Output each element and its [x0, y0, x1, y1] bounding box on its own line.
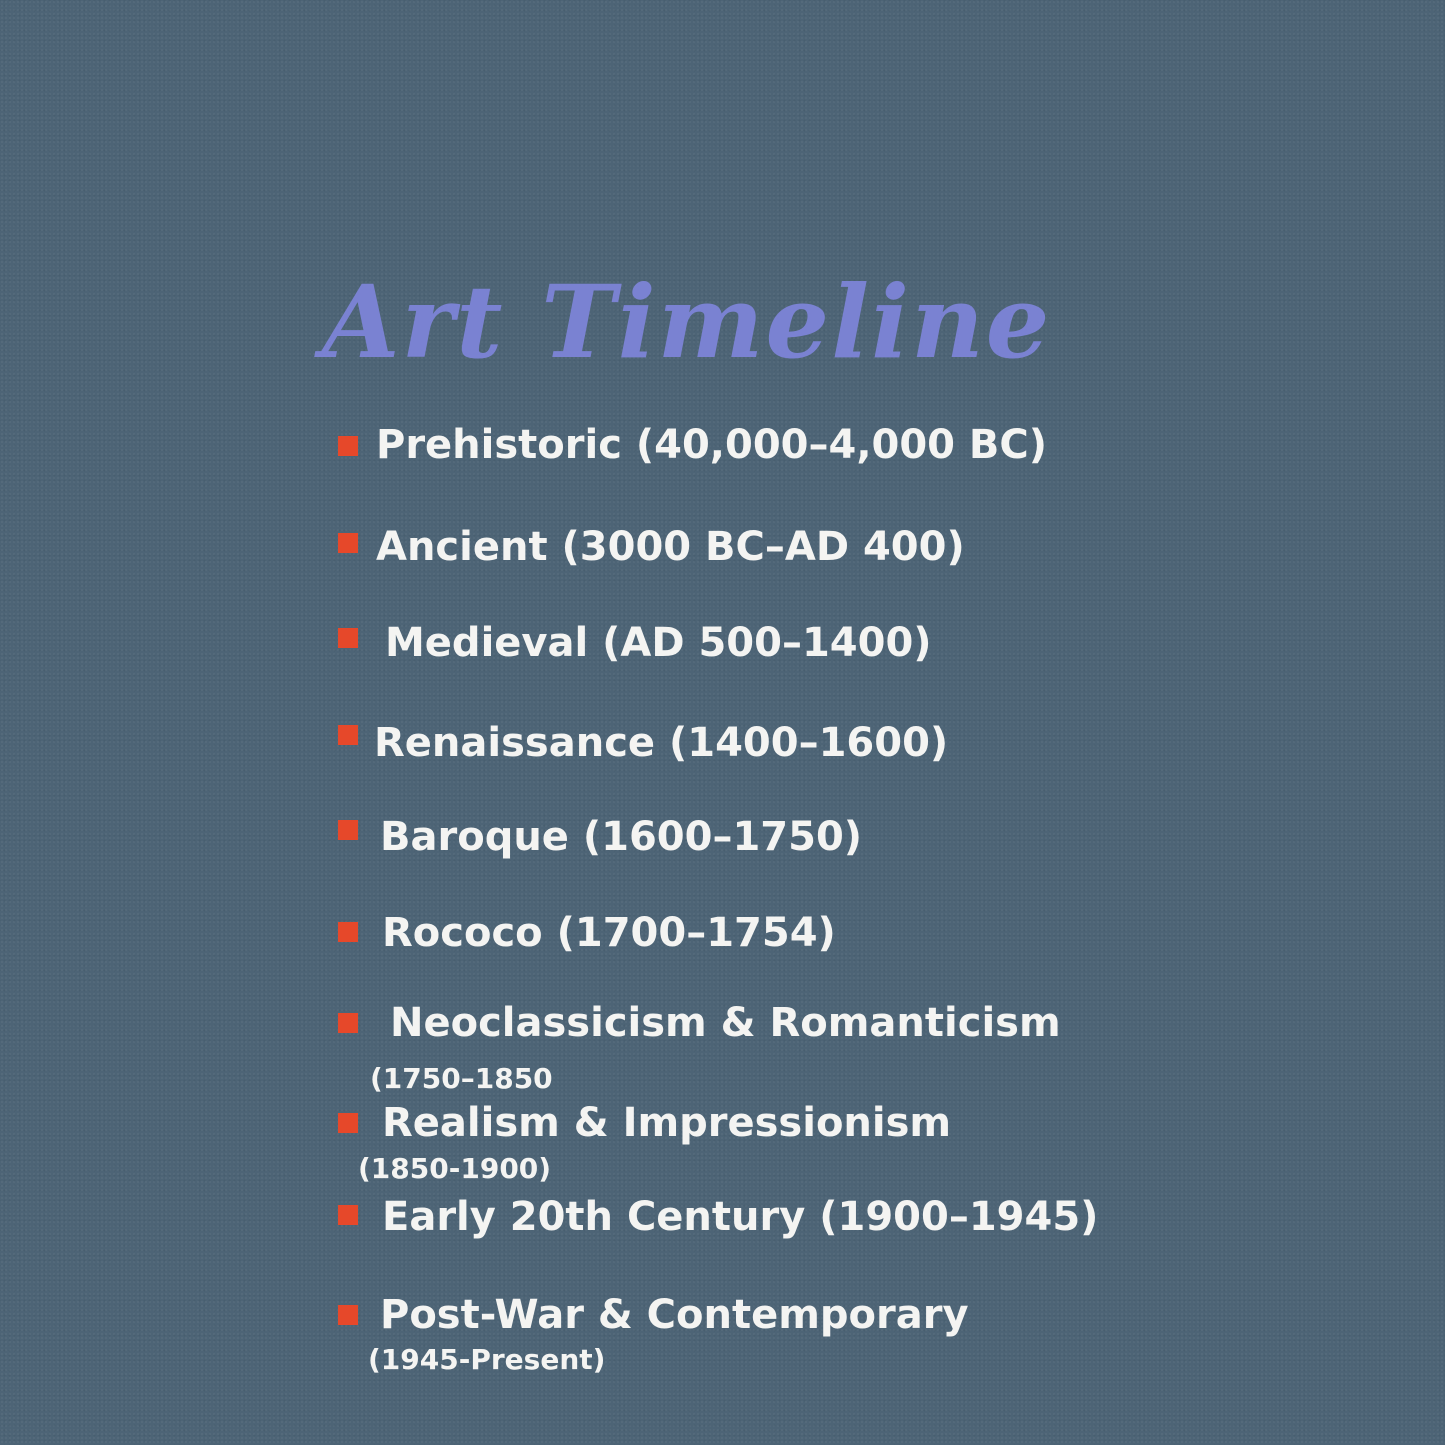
period-label: Rococo (1700–1754) [382, 910, 836, 956]
red-square-bullet-icon [338, 533, 358, 553]
red-square-bullet-icon [338, 820, 358, 840]
period-label: Neoclassicism & Romanticism [390, 1000, 1061, 1046]
period-dates: (1945-Present) [368, 1343, 606, 1376]
red-square-bullet-icon [338, 1013, 358, 1033]
red-square-bullet-icon [338, 922, 358, 942]
period-label: Baroque (1600–1750) [380, 814, 863, 860]
red-square-bullet-icon [338, 628, 358, 648]
period-label: Ancient (3000 BC–AD 400) [376, 524, 965, 570]
red-square-bullet-icon [338, 725, 358, 745]
red-square-bullet-icon [338, 1113, 358, 1133]
period-label: Renaissance (1400–1600) [374, 720, 949, 766]
period-dates: (1750–1850 [370, 1062, 553, 1095]
period-label: Post-War & Contemporary [380, 1292, 969, 1338]
period-label: Medieval (AD 500–1400) [385, 620, 932, 666]
period-label: Early 20th Century (1900–1945) [382, 1194, 1099, 1240]
period-dates: (1850-1900) [358, 1152, 552, 1185]
page-title: Art Timeline [322, 263, 1052, 381]
red-square-bullet-icon [338, 436, 358, 456]
period-label: Realism & Impressionism [382, 1100, 952, 1146]
red-square-bullet-icon [338, 1205, 358, 1225]
red-square-bullet-icon [338, 1305, 358, 1325]
period-label: Prehistoric (40,000–4,000 BC) [376, 422, 1048, 468]
